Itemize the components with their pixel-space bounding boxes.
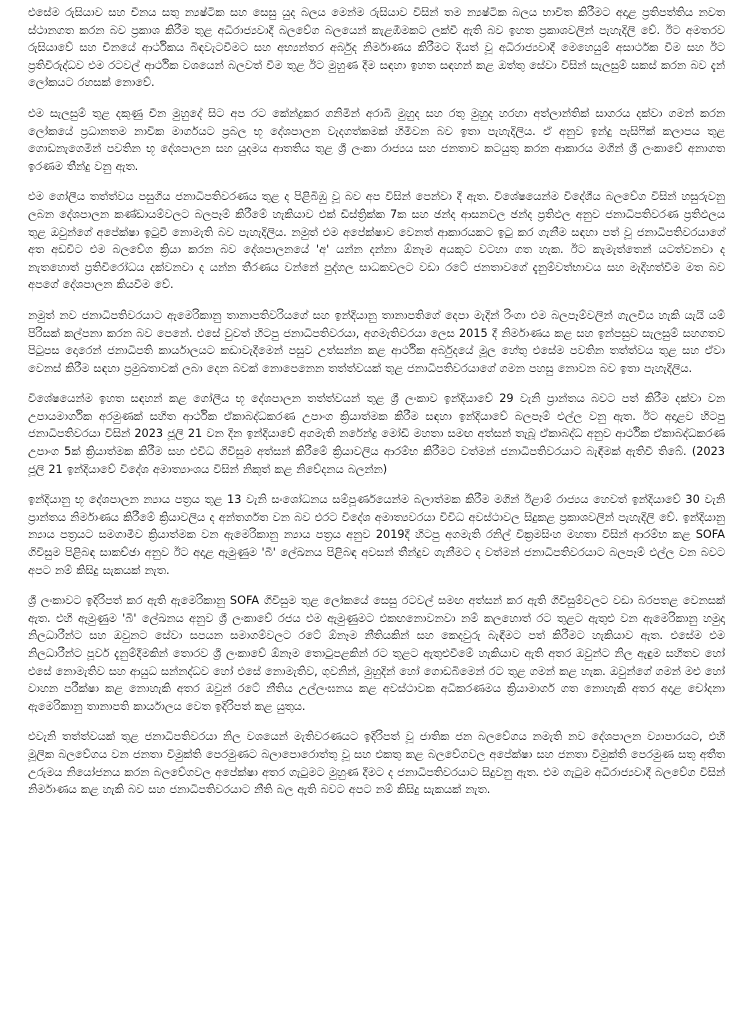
article-paragraph-4: නමුත් නව ජනාධිපතිවරයාට ඇමෙරිකානු තානාපතිවරියගේ සහ ඉන්දියානු තානාපතිගේ දෙපා මැදින් රිංගා එම බලපෑම්වලින් ගැලවිය හැකි යැයි යම් පිරිසක් කල්පනා කරන බව පෙනේ. එසේ වුවත් හිටපු ජනාධිපතිවරයා, අගමැතිවරයා ලෙස 2015 දී නිර්මාණය කළ සහ ඉන්පසුව සැලසුම් සහගතව පිටුපස දොරෙන් ජනාධිපති කාර්යාලයට කඩාවැදීමෙන් පසුව උත්සන්න කළ ආර්ථික අර්බුදයේ මූල හේතු එසේම පවතින තත්ත්වය තුළ සහ ඒවා වෙනස් කිරීම සඳහා ප්‍රමුඛතාවක් ලබා දෙන බවක් නොපෙනෙන තත්ත්වයක් තුළ ජනාධිපතිවරයාගේ ගමන පහසු නොවන බව ඉතා පැහැදිලිය. [28,308,725,375]
article-paragraph-6: ඉන්දියානු භූ දේශපාලන න්‍යාය පත්‍රය තුළ 13 වැනි සංශෝධනය සම්පූර්ණයෙන්ම බලාත්මක කිරීම මගින් ඊළාම් රාජ්‍යය හෙවත් ඉන්දියාවේ 30 වැනි ප්‍රාන්තය නිර්මාණය කිරීමේ ක්‍රියාවලිය ද අන්තර්ගත වන බව එරට විදේශ අමාත්‍යවරයා විවිධ අවස්ථාවල සිදුකළ ප්‍රකාශවලින් පැහැදිලි වේ. ඉන්දියානු න්‍යාය පත්‍රයට සමගාමීව ක්‍රියාත්මක වන ඇමෙරිකානු න්‍යාය පත්‍රය අනුව 2019දී හිටපු අගමැති රනිල් වික්‍රමසිංහ මහතා විසින් ආරම්භ කළ SOFA ගිවිසුම පිළිබඳ සාකච්ඡා අනුව ඊට අදාළ ඇමුණුම 'බී' ලේඛනය පිළිබඳ අවසන් තීන්දුව ගැනීමට ද වත්මන් ජනාධිපතිවරයාට බලපෑම් එල්ල වන බවට අපට නම් කිසිදු සැකයක් නැත. [28,493,725,577]
article-paragraph-1: එසේම රුසියාව සහ චීනය සතු න්‍යෂ්ටික සහ සෙසු යුද බලය මෙන්ම රුසියාව විසින් තම න්‍යෂ්ටික බලය භාවිත කිරීමට අදාළ ප්‍රතිපත්තිය නවත ස්ථානගත කරන බව ප්‍රකාශ කිරීම තුළ අධිරාජ්‍යවාදී බලවේග බලයෙන් කැළඹීමකට ලක්වී ඇති බව ඉහත ප්‍රකාශවලින් පැහැදිලි වේ. ඊට අමතරව රුසියාවේ සහ චීනයේ ආර්ථිකය බිඳවැටවීමට සහ අභ්‍යන්තර අර්බුද නිර්මාණය කිරීමට දියත් වූ අධිරාජ්‍යවාදී මෙහෙයුම් අසාර්ථක වීම සහ ඊට ප්‍රතිවිරුද්ධව එම රටවල් ආර්ථික වශයෙන් බලවත් වීම තුළ ඊට මුහුණ දීම සඳහා ඉහත සඳහන් කළ ඔත්තු සේවා විසින් සැලසුම් සකස් කරන බව දැන් ලෝකයට රහසක් නොවේ. [28,6,725,90]
article-paragraph-7: ශ්‍රී ලංකාවට ඉදිරිපත් කර ඇති ඇමෙරිකානු SOFA ගිවිසුම තුළ ලෝකයේ සෙසු රටවල් සමඟ අත්සන් කර ඇති ගිවිසුම්වලට වඩා බරපතළ වෙනසක් ඇත. එහි ඇමුණුම 'බී' ලේඛනය අනුව ශ්‍රී ලංකාවේ රජය එම ඇමුණුමට එකඟනොවනවා නම් කලහොත් රට තුළට ඇතුළු වන ඇමෙරිකානු හමුදා නිලධාරීන්ට සහ ඔවුනට සේවා සපයන සමාගම්වලට රටේ ඕනෑම නීතියකින් සහ කෙදවුරු බැඳීමට පත් කිරීමට හැකියාව ඇත. එසේම එම නිලධාරීන්ට පූර්ව දැනුම්දීමකින් තොරව ශ්‍රී ලංකාවේ ඕනෑම තොටුපළකින් රට තුළට ඇතුළුවීමේ හැකියාව ඇති අතර ඔවුන්ට නිල ඇඳුම සහිතව හෝ එසේ නොමැතිව සහ ආයුධ සන්නද්ධව හෝ එසේ නොමැතිව, ගුවනින්, මුහුදින් හෝ ගොඩබිමෙන් රට තුළ ගමන් කළ හැක. ඔවුන්ගේ ගමන් මළු හෝ වාහන පරීක්ෂා කළ නොහැකි අතර ඔවුන් රටේ නීතිය උල්ලංඝනය කළ අවස්ථාවක අධිකරණමය ක්‍රියාමාර්ග ගත නොහැකි අතර අදාළ චෝදනා ඇමෙරිකානු තානාපති කාර්යාලය වෙත ඉදිරිපත් කළ යුතුය. [28,594,726,713]
article-paragraph-3: එම ගෝලීය තත්ත්වය පසුගිය ජනාධිපතිවරණය තුළ ද පිළිබිඹු වූ බව අප විසින් පෙන්වා දී ඇත. විශේෂයෙන්ම විදේශීය බලවේග විසින් හසුරුවනු ලබන දේශපාලන කණ්ඩායම්වලට බලපෑම් කිරීමේ හැකියාව එක් ඩිස්ත්‍රික්ක 7ක සහ ඡන්ද ආසනවල ඡන්ද ප්‍රතිඵල අනුව ජනාධිපතිවරණ ප්‍රතිඵලය තුළ ඔවුන්ගේ අපේක්ෂා ඉටුවී නොමැති බව පැහැදිලිය. නමුත් එම අපේක්ෂාව වෙනත් ආකාරයකට ඉටු කර ගැනීම සඳහා පත් වූ ජනාධිපතිවරයාගේ අත අඩවිට එම බලවේග ක්‍රියා කරන බව දේශපාලනයේ 'අ' යන්න දන්නා ඕනෑම අයකුට වටහා ගත හැක. ඊට කැමැත්තෙන් යටත්වනවා ද නැතහොත් ප්‍රතිවිරෝධය දක්වනවා ද යන්න තීරණය වන්නේ පුද්ගල සාධකවලට වඩා රටේ ජනතාවගේ දැනුම්වත්භාවය සහ මැදිහත්වීම මත බව අපගේ දේශපාලන කියවීම වේ. [28,190,725,292]
article-paragraph-2: එම සැලසුම් තුළ දකුණු චීන මුහුදේ සිට අප රට කේන්ද්‍රකර ගනිමින් අරාබි මුහුද සහ රතු මුහුද හරහා අත්ලාන්තික් සාගරය දක්වා ගමන් කරන ලෝකයේ ප්‍රධානතම නාවික මාර්ගයට ප්‍රබල භූ දේශපාලන වැදගත්කමක් හිමිවන බව ඉතා පැහැදිලිය. ඒ අනුව ඉන්දු පැසිෆික් කලාපය තුළ ගොඩනැගෙමින් පවතින භූ දේශපාලන සහ යුදමය ආතතිය තුළ ශ්‍රී ලංකා රාජ්‍යය සහ ජනතාව කටයුතු කරන ආකාරය මගින් ශ්‍රී ලංකාවේ අනාගත ඉරණම තීන්දු වනු ඇත. [28,106,725,173]
article-paragraph-5: විශේෂයෙන්ම ඉහත සඳහන් කළ ගෝලීය භූ දේශපාලන තත්ත්වයන් තුළ ශ්‍රී ලංකාව ඉන්දියාවේ 29 වැනි ප්‍රාන්තය බවට පත් කිරීම දක්වා වන උපායමාර්ගික අරමුණක් සහිත ආර්ථික ඒකාබද්ධකරණ උපාංග ක්‍රියාත්මක කිරීම සඳහා ඉන්දියාවේ බලපෑම් එල්ල වනු ඇත. ඊට අදාළව හිටපු ජනාධිපතිවරයා විසින් 2023 ජූලි 21 වන දින ඉන්දියාවේ අගමැති නරේන්ද්‍ර මෝඩි මහතා සමඟ අත්සන් තැබූ ඒකාබද්ධ අනුව ආර්ථික ඒකාබද්ධකරණ උපාංග 5ක් ක්‍රියාත්මක කිරීම සහ එවිධ ගිවිසුම අත්සන් කිරීමේ ක්‍රියාවලිය ආරම්භ කිරීමට වත්මන් ජනාධිපතිවරයාට බැඳීමක් ඇතිවී තිබේ. (2023 ජූලි 21 ඉන්දියාවේ විදේශ අමාත්‍යාංශය විසින් නිකුත් කළ නිවේදනය බලන්න) [28,392,725,476]
article-paragraph-8: එවැනි තත්ත්වයක් තුළ ජනාධිපතිවරයා නිල වශයෙන් මැතිවරණයට ඉදිරිපත් වූ ජාතික ජන බලවේගය නමැති නව දේශපාලන ව්‍යාපාරයට, එහි මූලික බලවේගය වන ජනතා විමුක්ති පෙරමුණට බලාපොරොත්තු වූ සහ එකතු කළ බලවේගවල අපේක්ෂා සහ ජනතා විමුක්ති පෙරමුණ සතු අතීත උරුමය නියෝජනය කරන බලවේගවල අපේක්ෂා අතර ගැටුමට මුහුණ දීමට ද ජනාධිපතිවරයාට සිදුවනු ඇත. එම ගැටුම අධිරාජ්‍යවාදී බලවේග විසින් නිර්මාණය කළ හැකි බව සහ ජනාධිපතිවරයාට නීති බල ඇති බවට අපට නම් කිසිදු සැකයක් නැත. [28,730,725,797]
